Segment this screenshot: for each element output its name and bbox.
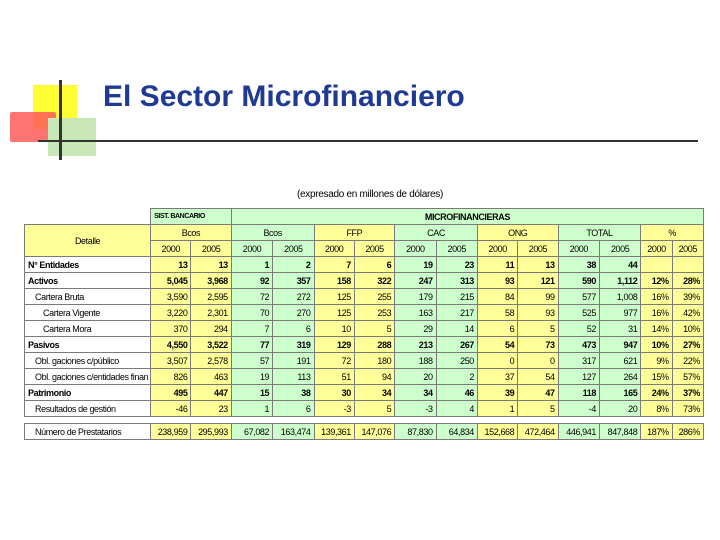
table-cell: 215	[436, 289, 477, 305]
table-cell: 19	[231, 369, 272, 385]
table-row	[25, 321, 704, 337]
table-cell: 2,578	[191, 353, 231, 369]
group-bcos: Bcos	[231, 225, 314, 241]
table-cell: 22%	[672, 353, 703, 369]
table-cell: 27%	[672, 337, 703, 353]
header-sist-bancario: SIST. BANCARIO	[151, 209, 232, 225]
table-cell: 5,045	[151, 273, 191, 289]
table-cell: 37	[477, 369, 517, 385]
table-cell: 188	[395, 353, 436, 369]
table-cell: 10%	[672, 321, 703, 337]
table-cell: 38	[273, 385, 314, 401]
table-cell: 30	[314, 385, 354, 401]
table-cell: 255	[354, 289, 394, 305]
table-cell: 495	[151, 385, 191, 401]
table-cell: 1	[231, 257, 272, 273]
table-cell: 1	[477, 401, 517, 417]
financial-table	[24, 208, 704, 440]
table-cell: 1,112	[599, 273, 640, 289]
table-row	[25, 369, 704, 385]
table-cell: 84	[477, 289, 517, 305]
table-cell: 58	[477, 305, 517, 321]
header-detalle: Detalle	[25, 225, 151, 257]
table-cell: -3	[395, 401, 436, 417]
table-cell: -46	[151, 401, 191, 417]
table-cell: 73%	[672, 401, 703, 417]
table-cell: 3,968	[191, 273, 231, 289]
table-cell: 264	[599, 369, 640, 385]
year-header-cell: 2005	[354, 241, 394, 257]
table-cell: 16%	[641, 305, 672, 321]
table-cell: 3,507	[151, 353, 191, 369]
table-cell: 118	[558, 385, 599, 401]
footer-cell: 152,668	[477, 424, 517, 440]
year-header-cell: 2000	[641, 241, 672, 257]
table-cell: 44	[599, 257, 640, 273]
table-cell: 165	[599, 385, 640, 401]
table-cell: 92	[231, 273, 272, 289]
table-cell: 129	[314, 337, 354, 353]
table-caption: (expresado en millones de dólares)	[297, 189, 443, 200]
header-row-top	[25, 209, 704, 225]
table-cell: 6	[273, 321, 314, 337]
table-cell: 14%	[641, 321, 672, 337]
table-cell: 5	[518, 401, 558, 417]
footer-cell: 139,361	[314, 424, 354, 440]
table-cell: 7	[314, 257, 354, 273]
footer-cell: 147,076	[354, 424, 394, 440]
table-cell: 73	[518, 337, 558, 353]
group-ffp: FFP	[314, 225, 395, 241]
table-cell: 28%	[672, 273, 703, 289]
table-cell: 2	[436, 369, 477, 385]
table-cell: 39	[477, 385, 517, 401]
table-cell: 322	[354, 273, 394, 289]
table-cell: 72	[231, 289, 272, 305]
table-cell: 93	[477, 273, 517, 289]
table-cell: 977	[599, 305, 640, 321]
table-cell: 6	[477, 321, 517, 337]
table-cell: 179	[395, 289, 436, 305]
decor-square-green	[48, 118, 96, 156]
year-header-cell: 2000	[395, 241, 436, 257]
table-cell: 125	[314, 289, 354, 305]
group-cac: CAC	[395, 225, 478, 241]
footer-cell: 446,941	[558, 424, 599, 440]
table-cell: 163	[395, 305, 436, 321]
decor-line-horizontal	[38, 140, 698, 142]
table-cell: 4,550	[151, 337, 191, 353]
decor-line-vertical	[59, 80, 62, 160]
year-header-cell: 2005	[672, 241, 703, 257]
table-cell: 191	[273, 353, 314, 369]
footer-cell: 847,848	[599, 424, 640, 440]
table-cell: 158	[314, 273, 354, 289]
table-cell: 319	[273, 337, 314, 353]
table-cell: 37%	[672, 385, 703, 401]
table-cell: 826	[151, 369, 191, 385]
table-row	[25, 353, 704, 369]
table-cell: 9%	[641, 353, 672, 369]
table-cell: 3,220	[151, 305, 191, 321]
table-cell: -3	[314, 401, 354, 417]
table-cell: 357	[273, 273, 314, 289]
table-cell: 47	[518, 385, 558, 401]
table-cell: 13	[518, 257, 558, 273]
table-cell: 77	[231, 337, 272, 353]
footer-cell: 295,993	[191, 424, 231, 440]
table-row	[25, 385, 704, 401]
table-cell: 10%	[641, 337, 672, 353]
table-row	[25, 305, 704, 321]
year-header-cell: 2000	[231, 241, 272, 257]
table-cell: 3,590	[151, 289, 191, 305]
year-header-cell: 2000	[558, 241, 599, 257]
footer-cell: 163,474	[273, 424, 314, 440]
table-cell: 125	[314, 305, 354, 321]
table-cell: 590	[558, 273, 599, 289]
table-row	[25, 273, 704, 289]
year-header-cell: 2005	[518, 241, 558, 257]
slide-title: El Sector Microfinanciero	[103, 80, 465, 113]
table-cell: 13	[191, 257, 231, 273]
table-row	[25, 401, 704, 417]
table-cell: 20	[395, 369, 436, 385]
row-label: Cartera Bruta	[25, 289, 151, 305]
table-cell: 2,301	[191, 305, 231, 321]
table-cell: 313	[436, 273, 477, 289]
table-cell: 473	[558, 337, 599, 353]
footer-cell: 87,830	[395, 424, 436, 440]
table-cell	[641, 257, 672, 273]
table-cell: 0	[518, 353, 558, 369]
table-cell: 7	[231, 321, 272, 337]
table-cell: 42%	[672, 305, 703, 321]
year-header-cell: 2005	[273, 241, 314, 257]
table-cell: 15	[231, 385, 272, 401]
table-cell: 31	[599, 321, 640, 337]
table-cell: 577	[558, 289, 599, 305]
table-cell: 463	[191, 369, 231, 385]
group-bcos-bancario: Bcos	[151, 225, 232, 241]
table-row	[25, 289, 704, 305]
year-header-cell: 2000	[314, 241, 354, 257]
year-header-cell: 2000	[151, 241, 191, 257]
footer-label: Número de Prestatarios	[25, 424, 151, 440]
table-cell: 1,008	[599, 289, 640, 305]
table-spacer-cell	[25, 417, 704, 424]
table-cell: 525	[558, 305, 599, 321]
table-cell: 272	[273, 289, 314, 305]
footer-cell: 67,082	[231, 424, 272, 440]
table-row	[25, 337, 704, 353]
table-spacer	[25, 417, 704, 424]
footer-cell: 187%	[641, 424, 672, 440]
row-label: Pasivos	[25, 337, 151, 353]
year-header-cell: 2005	[191, 241, 231, 257]
table-cell: 54	[477, 337, 517, 353]
table-cell: 447	[191, 385, 231, 401]
table-cell: 23	[436, 257, 477, 273]
footer-cell: 286%	[672, 424, 703, 440]
footer-cell: 64,834	[436, 424, 477, 440]
footer-cell: 472,464	[518, 424, 558, 440]
table-cell: 294	[191, 321, 231, 337]
row-label: Activos	[25, 273, 151, 289]
table-cell: -4	[558, 401, 599, 417]
table-cell: 70	[231, 305, 272, 321]
table-cell: 127	[558, 369, 599, 385]
table-cell: 180	[354, 353, 394, 369]
group-ong: ONG	[477, 225, 558, 241]
table-cell	[672, 257, 703, 273]
table-cell: 253	[354, 305, 394, 321]
footer-cell: 238,959	[151, 424, 191, 440]
header-row-groups	[25, 225, 704, 241]
table-cell: 12%	[641, 273, 672, 289]
year-header-cell: 2000	[477, 241, 517, 257]
table-cell: 5	[354, 401, 394, 417]
table-cell: 947	[599, 337, 640, 353]
row-label: Cartera Vigente	[25, 305, 151, 321]
table-cell: 46	[436, 385, 477, 401]
table-cell: 621	[599, 353, 640, 369]
table-cell: 94	[354, 369, 394, 385]
table-cell: 247	[395, 273, 436, 289]
table-cell: 8%	[641, 401, 672, 417]
table-row	[25, 257, 704, 273]
table-cell: 5	[518, 321, 558, 337]
table-cell: 15%	[641, 369, 672, 385]
table-cell: 57%	[672, 369, 703, 385]
table-cell: 270	[273, 305, 314, 321]
row-label: Cartera Mora	[25, 321, 151, 337]
table-cell: 23	[191, 401, 231, 417]
table-cell: 51	[314, 369, 354, 385]
table-cell: 93	[518, 305, 558, 321]
header-microfinancieras: MICROFINANCIERAS	[231, 209, 703, 225]
table-cell: 72	[314, 353, 354, 369]
table-cell: 2,595	[191, 289, 231, 305]
table-cell: 14	[436, 321, 477, 337]
row-label: Obl. gaciones c/público	[25, 353, 151, 369]
table-cell: 6	[273, 401, 314, 417]
table-cell: 38	[558, 257, 599, 273]
table-cell: 29	[395, 321, 436, 337]
table-cell: 0	[477, 353, 517, 369]
row-label: Resultados de gestión	[25, 401, 151, 417]
table-cell: 370	[151, 321, 191, 337]
table-cell: 3,522	[191, 337, 231, 353]
table-cell: 4	[436, 401, 477, 417]
table-cell: 34	[354, 385, 394, 401]
table-cell: 10	[314, 321, 354, 337]
table-cell: 20	[599, 401, 640, 417]
table-cell: 16%	[641, 289, 672, 305]
footer-row	[25, 424, 704, 440]
table-cell: 121	[518, 273, 558, 289]
table-cell: 52	[558, 321, 599, 337]
table-cell: 54	[518, 369, 558, 385]
table-cell: 24%	[641, 385, 672, 401]
year-header-cell: 2005	[599, 241, 640, 257]
table-cell: 19	[395, 257, 436, 273]
table-cell: 288	[354, 337, 394, 353]
table-cell: 217	[436, 305, 477, 321]
table-cell: 250	[436, 353, 477, 369]
row-label: N° Entidades	[25, 257, 151, 273]
table-cell: 267	[436, 337, 477, 353]
group-percent: %	[641, 225, 704, 241]
table-cell: 99	[518, 289, 558, 305]
table-cell: 11	[477, 257, 517, 273]
row-label: Obl. gaciones c/entidades finan	[25, 369, 151, 385]
year-header-cell: 2005	[436, 241, 477, 257]
table-cell: 113	[273, 369, 314, 385]
table-cell: 5	[354, 321, 394, 337]
table-cell: 13	[151, 257, 191, 273]
table-cell: 1	[231, 401, 272, 417]
group-total: TOTAL	[558, 225, 641, 241]
table-cell: 39%	[672, 289, 703, 305]
table-cell: 213	[395, 337, 436, 353]
row-label: Patrimonio	[25, 385, 151, 401]
table-cell: 6	[354, 257, 394, 273]
table-cell: 317	[558, 353, 599, 369]
table-cell: 34	[395, 385, 436, 401]
table-cell: 57	[231, 353, 272, 369]
header-empty-cell	[25, 209, 151, 225]
table-cell: 2	[273, 257, 314, 273]
